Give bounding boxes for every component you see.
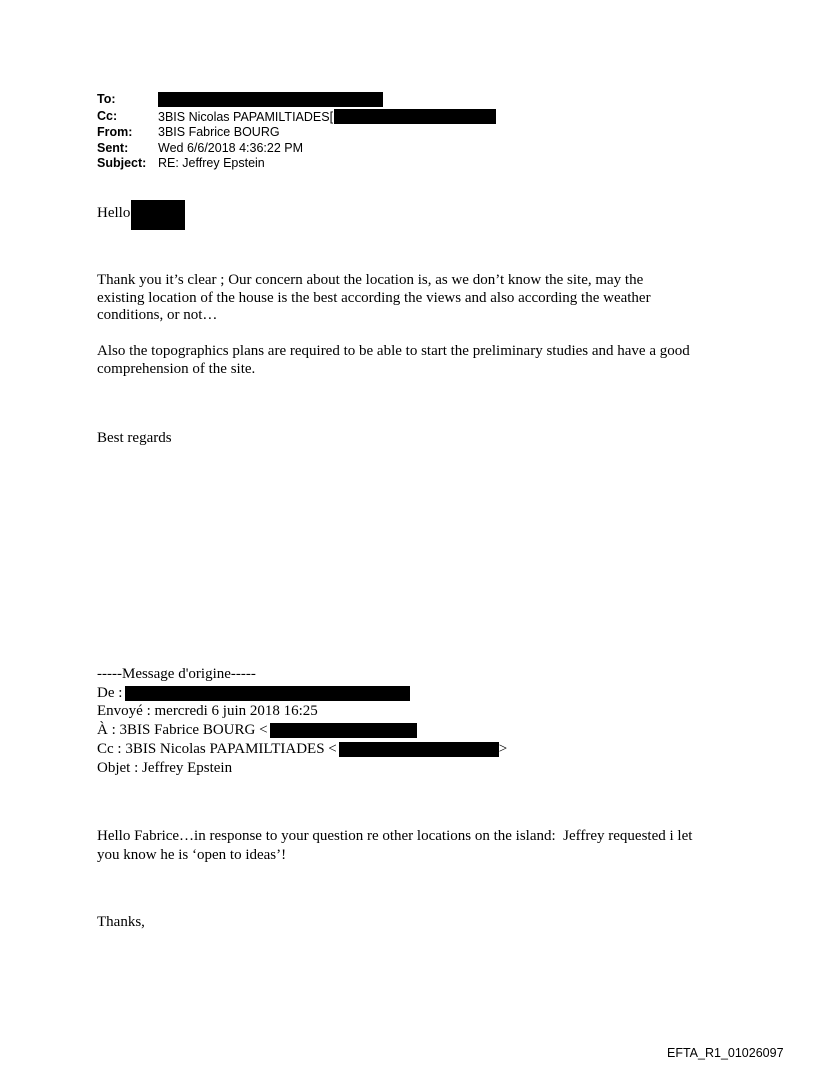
header-value-cc-text: 3BIS Nicolas PAPAMILTIADES[	[158, 109, 334, 124]
quoted-de-label: De :	[97, 684, 123, 701]
quoted-objet-line: Objet : Jeffrey Epstein	[97, 759, 233, 776]
quoted-message-body: Hello Fabrice…in response to your question re other locations on the island: Jeffrey requested i let you know he is ‘open to ideas’!	[97, 828, 697, 863]
header-label-subject: Subject:	[97, 156, 147, 171]
header-row-to	[97, 92, 496, 109]
quoted-cc-line	[97, 740, 507, 759]
redaction-bar-quoted-cc	[339, 742, 499, 757]
redaction-bar-to	[158, 92, 383, 107]
header-value-to	[158, 92, 383, 109]
body-paragraph-1: Thank you it’s clear ; Our concern about the location is, as we don’t know the site, may the existing location of the house is the best according the views and also according the weather conditions, or not…	[97, 272, 655, 324]
header-label-to: To:	[97, 92, 116, 106]
header-label-from: From:	[97, 125, 133, 140]
quoted-message-closing: Thanks,	[97, 914, 145, 930]
body-paragraph-2: Also the topographics plans are required to be able to start the preliminary studies and have a good comprehension of the site.	[97, 343, 694, 377]
quoted-envoye-line: Envoyé : mercredi 6 juin 2018 16:25	[97, 703, 318, 720]
quoted-de-line	[97, 684, 507, 703]
quoted-a-prefix: À : 3BIS Fabrice BOURG <	[97, 722, 268, 739]
header-value-cc	[158, 109, 496, 126]
header-row-sent	[97, 141, 496, 157]
quoted-cc-suffix: >	[498, 740, 508, 757]
redaction-bar-de	[125, 686, 410, 701]
header-row-from	[97, 125, 496, 141]
quoted-a-line	[97, 721, 507, 740]
quoted-separator: -----Message d'origine-----	[97, 666, 256, 682]
bates-number: EFTA_R1_01026097	[667, 1046, 784, 1060]
email-header	[97, 92, 496, 172]
email-greeting	[97, 200, 185, 230]
quoted-cc-prefix: Cc : 3BIS Nicolas PAPAMILTIADES <	[97, 740, 337, 757]
header-row-subject	[97, 156, 496, 172]
header-row-cc	[97, 109, 496, 126]
redaction-bar-greeting-name	[131, 200, 185, 230]
header-label-sent: Sent:	[97, 140, 129, 155]
quoted-message-header	[97, 665, 507, 777]
redaction-bar-a	[270, 723, 417, 738]
header-value-from: 3BIS Fabrice BOURG	[158, 125, 280, 140]
body-signoff: Best regards	[97, 430, 172, 446]
redaction-bar-cc	[334, 109, 496, 124]
header-value-subject: RE: Jeffrey Epstein	[158, 156, 265, 171]
greeting-text: Hello	[97, 205, 131, 221]
header-label-cc: Cc:	[97, 108, 118, 123]
header-value-sent: Wed 6/6/2018 4:36:22 PM	[158, 140, 304, 155]
